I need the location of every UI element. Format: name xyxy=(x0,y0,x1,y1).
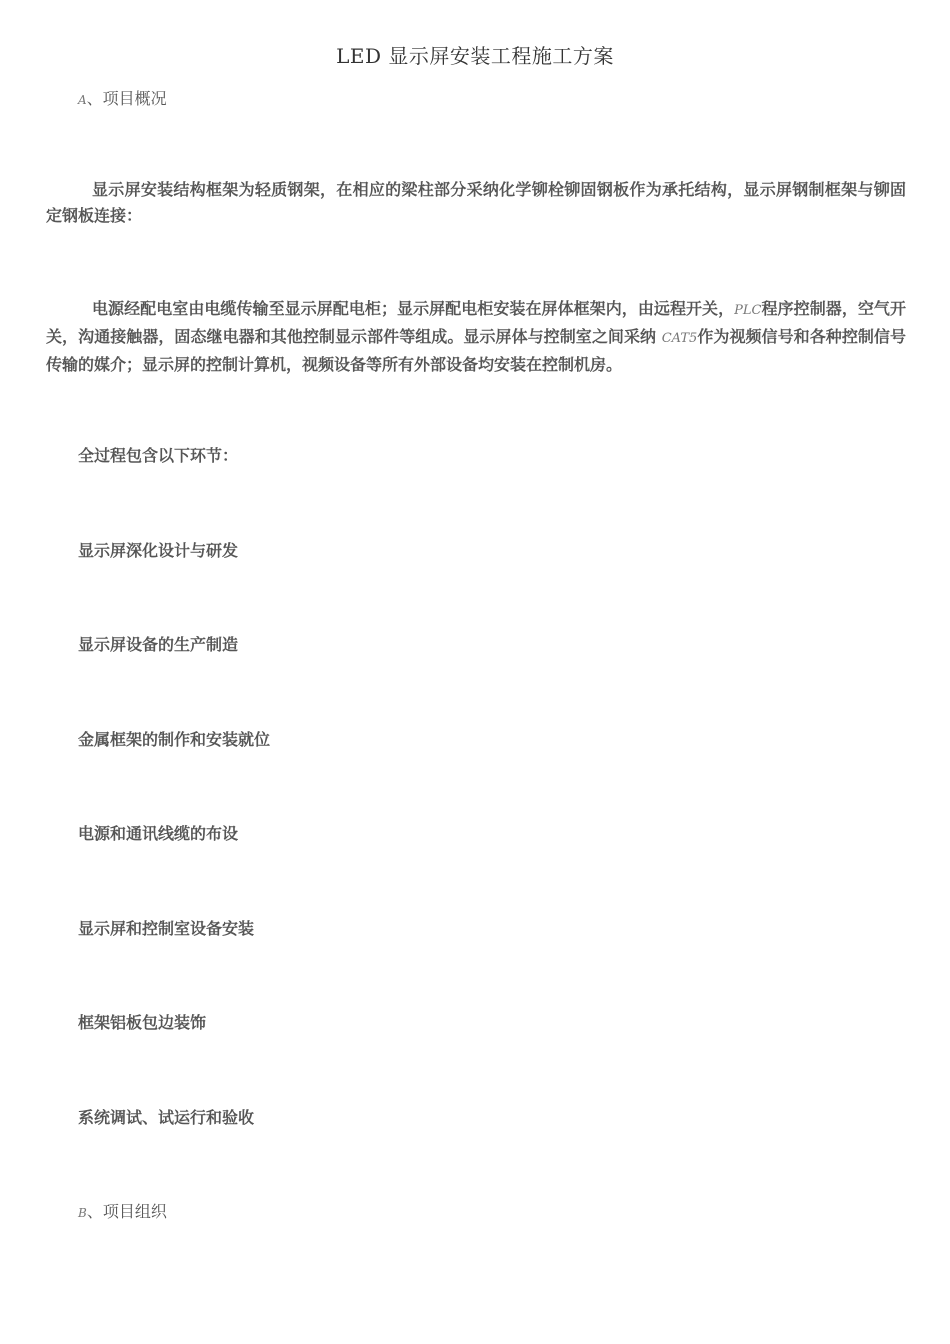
document-title: LED 显示屏安装工程施工方案 xyxy=(336,44,614,68)
section-a-marker: A xyxy=(78,93,87,107)
paragraph-power-part-2: 程序控制器，空气开关，沟通接触器，固态继电器和其他控制显示部件等组成。显示屏体与控制室之间采纳 xyxy=(46,299,906,346)
section-b-heading xyxy=(78,1199,167,1222)
section-a-heading xyxy=(78,86,167,109)
section-b-marker: B xyxy=(78,1206,87,1220)
paragraph-power xyxy=(46,296,906,378)
paragraph-structure: 显示屏安装结构框架为轻质钢架，在相应的梁柱部分采纳化学铆栓铆固钢板作为承托结构，显示屏钢制框架与铆固定钢板连接： xyxy=(46,180,906,225)
cat5-term: CAT5 xyxy=(661,331,698,346)
process-item: 显示屏设备的生产制造 xyxy=(78,635,239,654)
process-item: 金属框架的制作和安装就位 xyxy=(78,730,271,749)
process-item: 显示屏深化设计与研发 xyxy=(78,541,239,560)
process-item: 显示屏和控制室设备安装 xyxy=(78,919,255,938)
section-a-label: 、项目概况 xyxy=(86,89,167,108)
process-item: 系统调试、试运行和验收 xyxy=(78,1108,255,1127)
paragraph-power-part-3: 作为视频信号和各种控制信号传输的媒介；显示屏的控制计算机，视频设备等所有外部设备均安装在控制机房。 xyxy=(46,327,906,374)
process-item: 电源和通讯线缆的布设 xyxy=(78,824,239,843)
paragraph-power-part-1: 电源经配电室由电缆传输至显示屏配电柜；显示屏配电柜安装在屏体框架内，由远程开关， xyxy=(92,299,735,318)
section-b-label: 、项目组织 xyxy=(86,1202,167,1221)
process-item: 框架铝板包边装饰 xyxy=(78,1013,207,1032)
plc-term: PLC xyxy=(734,303,762,318)
process-intro: 全过程包含以下环节： xyxy=(78,446,239,465)
